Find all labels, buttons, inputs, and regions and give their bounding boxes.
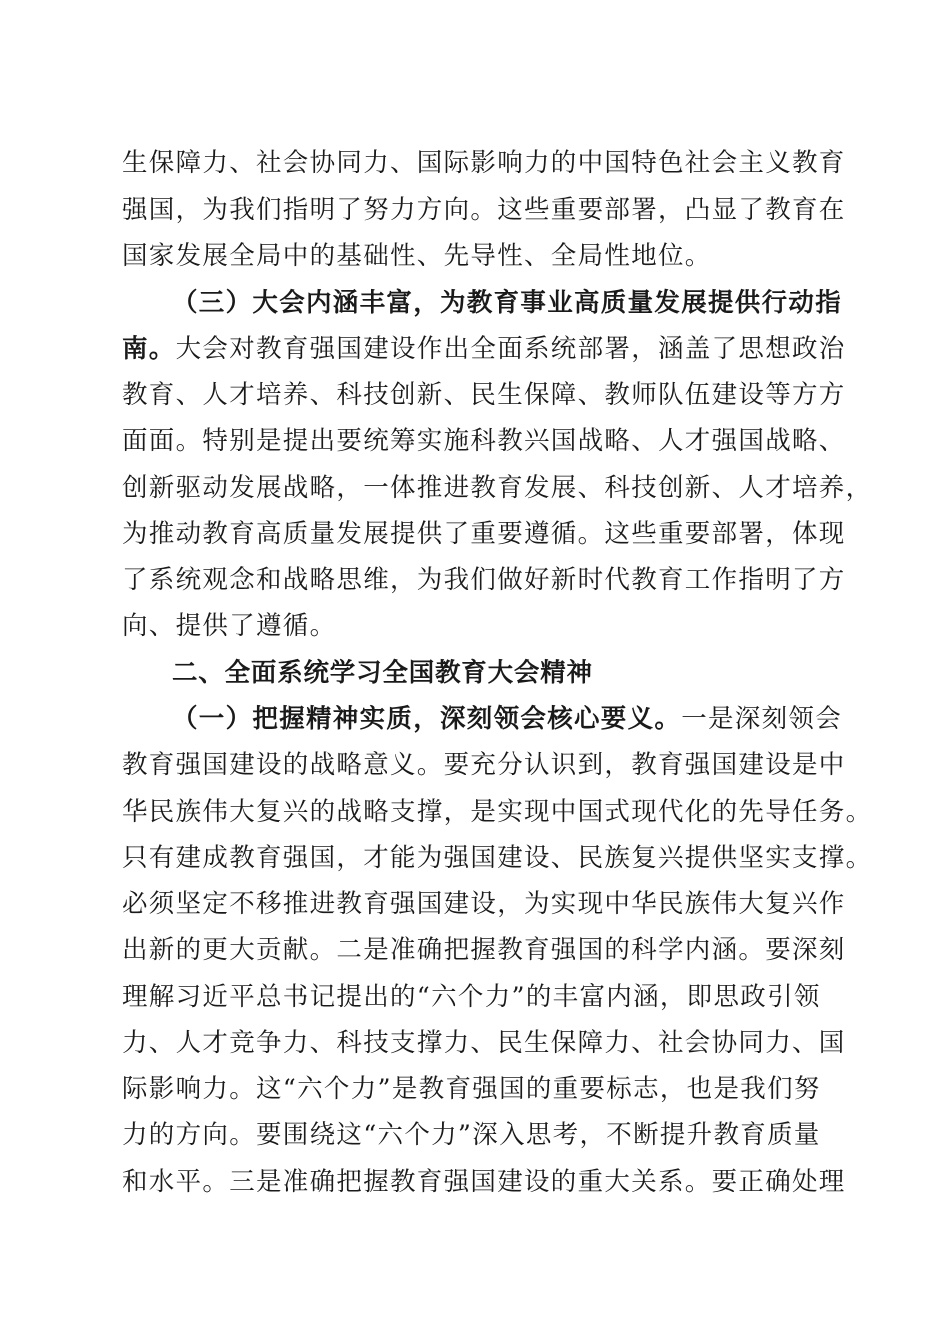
body-line: 理解习近平总书记提出的“六个力”的丰富内涵，即思政引领 bbox=[122, 982, 821, 1012]
subheading-lead: （一）把握精神实质，深刻领会核心要义。 bbox=[172, 704, 682, 734]
subheading-line: （三）大会内涵丰富，为教育事业高质量发展提供行动指 bbox=[172, 288, 843, 318]
body-line: 向、提供了遵循。 bbox=[122, 611, 337, 641]
body-line: 为推动教育高质量发展提供了重要遵循。这些重要部署，体现 bbox=[122, 519, 846, 549]
body-line: 出新的更大贡献。二是准确把握教育强国的科学内涵。要深刻 bbox=[122, 935, 846, 965]
body-line: 力、人才竞争力、科技支撑力、民生保障力、社会协同力、国 bbox=[122, 1028, 846, 1058]
body-line: 和水平。三是准确把握教育强国建设的重大关系。要正确处理 bbox=[122, 1167, 846, 1197]
body-line: 教育强国建设的战略意义。要充分认识到，教育强国建设是中 bbox=[122, 750, 846, 780]
body-line: 了系统观念和战略思维，为我们做好新时代教育工作指明了方 bbox=[122, 565, 846, 595]
section-heading: 二、全面系统学习全国教育大会精神 bbox=[172, 658, 593, 688]
body-line bbox=[172, 703, 842, 735]
body-line: 面面。特别是提出要统筹实施科教兴国战略、人才强国战略、 bbox=[122, 426, 846, 456]
body-line: 创新驱动发展战略，一体推进教育发展、科技创新、人才培养， bbox=[122, 473, 873, 503]
body-line: 生保障力、社会协同力、国际影响力的中国特色社会主义教育 bbox=[122, 148, 846, 178]
body-line: 强国，为我们指明了努力方向。这些重要部署，凸显了教育在 bbox=[122, 195, 846, 225]
body-text: 一是深刻领会 bbox=[681, 704, 843, 734]
body-line: 只有建成教育强国，才能为强国建设、民族复兴提供坚实支撑。 bbox=[122, 843, 873, 873]
body-line: 力的方向。要围绕这“六个力”深入思考，不断提升教育质量 bbox=[122, 1120, 821, 1150]
subheading-tail: 南。 bbox=[122, 334, 176, 364]
body-line: 国家发展全局中的基础性、先导性、全局性地位。 bbox=[122, 241, 712, 271]
body-line: 必须坚定不移推进教育强国建设，为实现中华民族伟大复兴作 bbox=[122, 889, 846, 919]
body-line: 教育、人才培养、科技创新、民生保障、教师队伍建设等方方 bbox=[122, 380, 846, 410]
body-line: 华民族伟大复兴的战略支撑，是实现中国式现代化的先导任务。 bbox=[122, 797, 873, 827]
body-line bbox=[122, 333, 846, 365]
body-line: 际影响力。这“六个力”是教育强国的重要标志，也是我们努 bbox=[122, 1074, 821, 1104]
body-text: 大会对教育强国建设作出全面系统部署，涵盖了思想政治 bbox=[175, 334, 846, 364]
